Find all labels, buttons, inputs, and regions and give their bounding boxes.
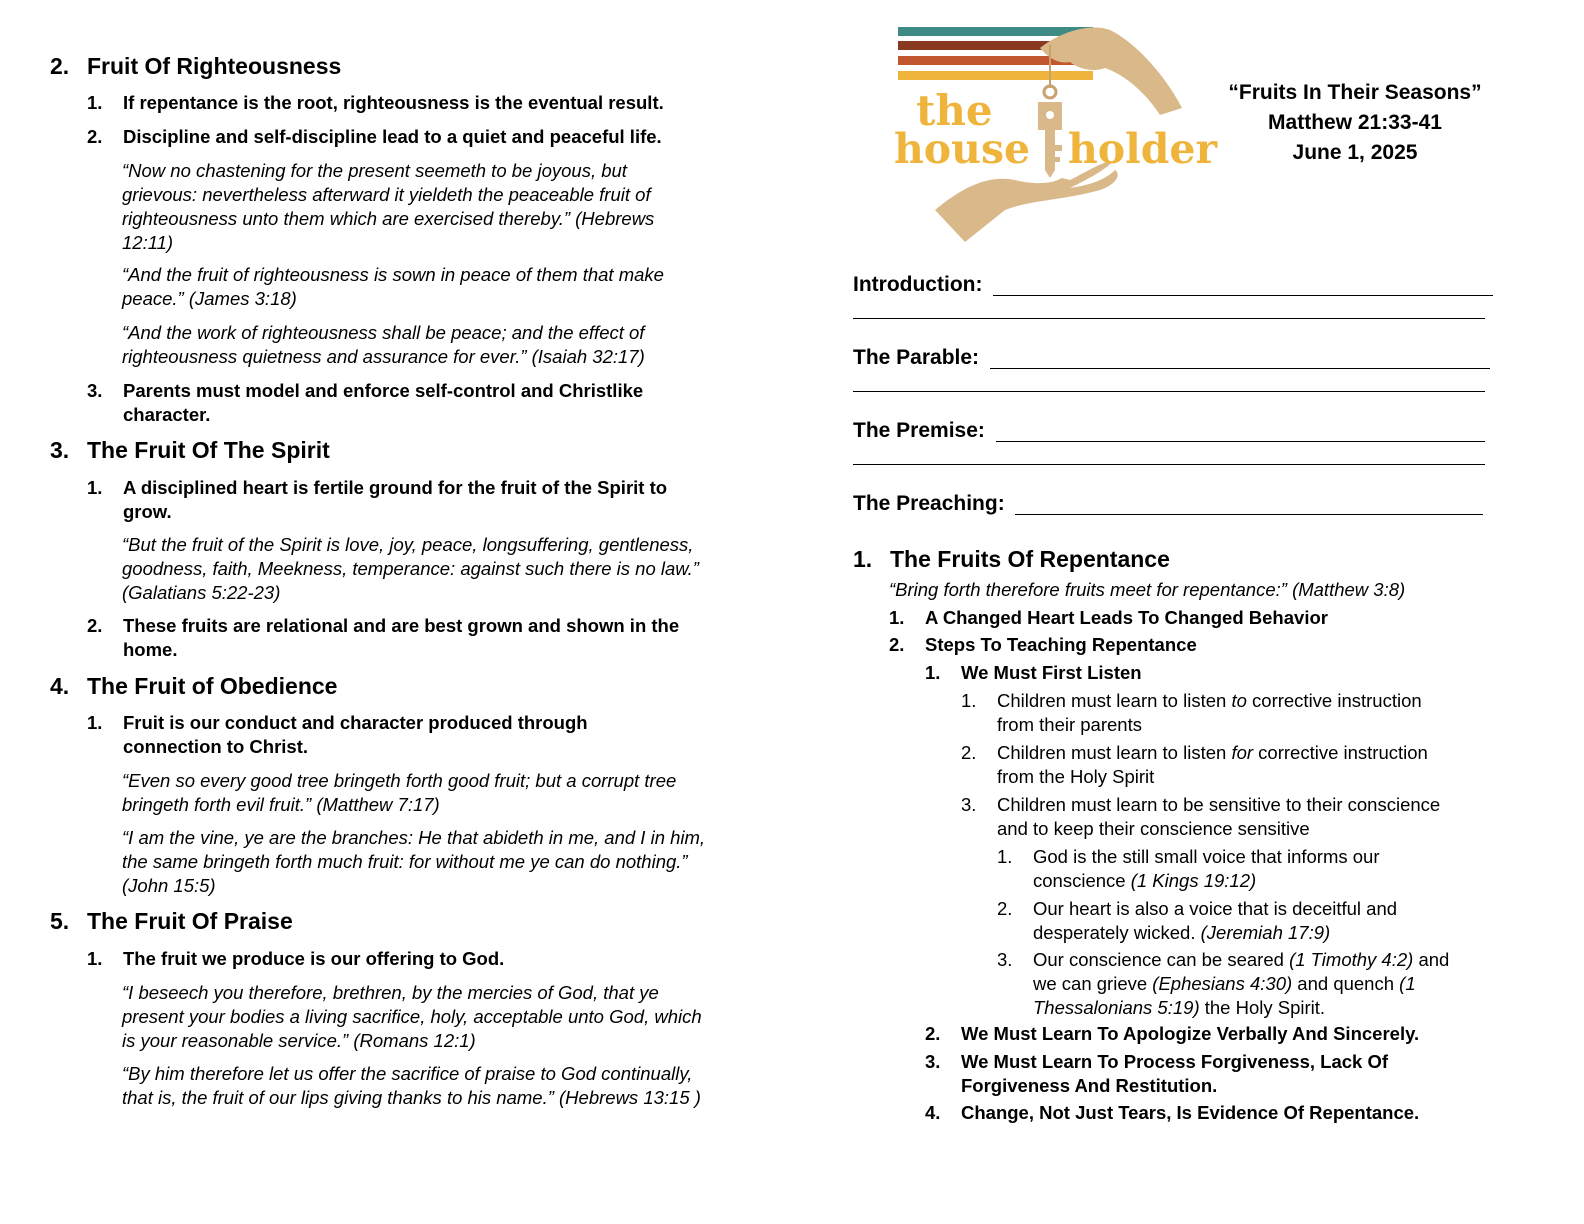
point-number: 1. (87, 948, 103, 969)
scripture-quote: “Even so every good tree bringeth forth good fruit; but a corrupt tree bringeth forth evil fruit.” (Matthew 7:17) (122, 770, 677, 815)
logo-word-the: the (916, 86, 993, 135)
point-item (889, 606, 1489, 630)
list-item (961, 741, 1491, 789)
point-text: Change, Not Just Tears, Is Evidence Of Repentance. (961, 1102, 1420, 1123)
point-number: 2. (925, 1023, 941, 1044)
point-item (87, 614, 727, 662)
list-item (961, 793, 1491, 841)
point-item (87, 711, 727, 759)
section-heading-fruits-of-repentance (853, 546, 1493, 576)
section-number: 2. (50, 53, 70, 79)
section-title: The Fruits Of Repentance (890, 546, 1170, 572)
sub-point-item (925, 1050, 1495, 1098)
point-text: Steps To Teaching Repentance (925, 634, 1197, 655)
point-number: 3. (925, 1051, 941, 1072)
premise-blank[interactable] (996, 441, 1485, 442)
parable-label: The Parable: (853, 346, 980, 369)
sub-point-item (925, 1022, 1495, 1046)
point-number: 1. (87, 92, 103, 113)
scripture-quote: “And the fruit of righteousness is sown in peace of them that make peace.” (James 3:18) (122, 264, 664, 309)
sermon-date: June 1, 2025 (1292, 141, 1418, 164)
point-text: Discipline and self-discipline lead to a quiet and peaceful life. (123, 126, 662, 147)
point-text: A Changed Heart Leads To Changed Behavior (925, 607, 1328, 628)
section-title: The Fruit Of The Spirit (87, 437, 330, 463)
key-teeth-icon (1055, 145, 1062, 162)
nested-list-item (997, 948, 1487, 1020)
section-heading-fruit-of-obedience (50, 673, 730, 703)
point-item (87, 125, 727, 149)
logo-word-holder: holder (1068, 125, 1218, 173)
item-number: 2. (997, 898, 1013, 919)
sub-point-item (925, 1101, 1495, 1125)
point-text: We Must First Listen (961, 662, 1142, 683)
point-number: 3. (87, 380, 103, 401)
point-text: We Must Learn To Apologize Verbally And Sincerely. (961, 1023, 1420, 1044)
scripture-quote: “I am the vine, ye are the branches: He that abideth in me, and I in him, the same bringeth forth much fruit: for without me ye can do nothing.” (John 15:5) (122, 827, 706, 896)
point-number: 2. (889, 634, 905, 655)
item-number: 1. (997, 846, 1013, 867)
item-text: Our heart is also a voice that is deceitful and desperately wicked. (Jeremiah 17:9) (1033, 898, 1398, 943)
item-number: 3. (997, 949, 1013, 970)
section-number: 4. (50, 673, 70, 699)
point-number: 1. (889, 607, 905, 628)
premise-label: The Premise: (853, 419, 985, 442)
item-number: 2. (961, 742, 977, 763)
scripture-quote: “Bring forth therefore fruits meet for repentance:” (Matthew 3:8) (889, 579, 1406, 600)
sermon-header (1210, 78, 1500, 168)
key-blade-icon (1045, 130, 1055, 178)
point-text: A disciplined heart is fertile ground for the fruit of the Spirit to grow. (123, 477, 668, 522)
scripture-quote: “By him therefore let us offer the sacrifice of praise to God continually, that is, the fruit of our lips giving thanks to his name.” (Hebrews 13:15 ) (122, 1063, 701, 1108)
point-text: If repentance is the root, righteousness is the eventual result. (123, 92, 664, 113)
introduction-blank[interactable] (993, 295, 1493, 296)
point-text: The fruit we produce is our offering to God. (123, 948, 505, 969)
section-number: 5. (50, 908, 70, 934)
introduction-blank-line2[interactable] (853, 318, 1485, 319)
point-number: 2. (87, 126, 103, 147)
point-text: Parents must model and enforce self-control and Christlike character. (123, 380, 644, 425)
lower-hand-icon (935, 162, 1118, 242)
the-householder-logo (890, 20, 1230, 245)
point-number: 1. (87, 477, 103, 498)
key-hole-icon (1046, 111, 1054, 119)
parable-blank[interactable] (990, 368, 1490, 369)
point-number: 4. (925, 1102, 941, 1123)
logo-stripe (898, 71, 1093, 80)
item-text: Children must learn to be sensitive to their conscience and to keep their conscience sensitive (997, 794, 1441, 839)
point-text: We Must Learn To Process Forgiveness, Lack Of Forgiveness And Restitution. (961, 1051, 1388, 1096)
scripture-quote: “I beseech you therefore, brethren, by the mercies of God, that ye present your bodies a living sacrifice, holy, acceptable unto God, which is your reasonable service.” (Romans 12:1) (122, 982, 702, 1051)
preaching-blank[interactable] (1015, 514, 1483, 515)
section-number: 3. (50, 437, 70, 463)
item-text: Our conscience can be seared (1 Timothy 4:2) and we can grieve (Ephesians 4:30) and quench (1 Thessalonians 5:19) the Holy Spirit. (1033, 949, 1450, 1018)
item-text: Children must learn to listen to corrective instruction from their parents (997, 690, 1422, 735)
section-title: The Fruit Of Praise (87, 908, 293, 934)
nested-list-item (997, 897, 1487, 945)
section-heading-fruit-of-righteousness (50, 53, 730, 83)
item-number: 1. (961, 690, 977, 711)
sermon-title: “Fruits In Their Seasons” (1228, 81, 1482, 104)
point-item (87, 947, 727, 971)
point-number: 1. (87, 712, 103, 733)
point-number: 2. (87, 615, 103, 636)
point-item (87, 91, 727, 115)
section-number: 1. (853, 546, 873, 572)
point-number: 1. (925, 662, 941, 683)
item-number: 3. (961, 794, 977, 815)
logo-word-house: house (894, 125, 1031, 173)
point-text: These fruits are relational and are best grown and shown in the home. (123, 615, 680, 660)
point-item (87, 476, 727, 524)
nested-list-item (997, 845, 1487, 893)
list-item (961, 689, 1491, 737)
section-heading-fruit-of-the-spirit (50, 437, 730, 467)
logo-graphic (890, 20, 1230, 245)
scripture-quote: “Now no chastening for the present seemeth to be joyous, but grievous: nevertheless afterward it yieldeth the peaceable fruit of righteousness unto them which are exercised thereby.” (Hebrews 12:11) (122, 160, 655, 253)
preaching-label: The Preaching: (853, 492, 1005, 515)
section-title: The Fruit of Obedience (87, 673, 338, 699)
scripture-quote: “And the work of righteousness shall be peace; and the effect of righteousness quietness and assurance for ever.” (Isaiah 32:17) (122, 322, 645, 367)
item-text: God is the still small voice that informs our conscience (1 Kings 19:12) (1033, 846, 1380, 891)
item-text: Children must learn to listen for corrective instruction from the Holy Spirit (997, 742, 1428, 787)
scripture-reference: Matthew 21:33-41 (1268, 111, 1442, 134)
scripture-quote: “But the fruit of the Spirit is love, joy, peace, longsuffering, gentleness, goodness, faith, Meekness, temperance: against such there is no law.” (Galatians 5:22-23) (122, 534, 699, 603)
premise-blank-line2[interactable] (853, 464, 1485, 465)
parable-blank-line2[interactable] (853, 391, 1485, 392)
point-text: Fruit is our conduct and character produced through connection to Christ. (123, 712, 588, 757)
section-heading-fruit-of-praise (50, 908, 730, 938)
section-title: Fruit Of Righteousness (87, 53, 342, 79)
introduction-label: Introduction: (853, 273, 983, 296)
point-item (889, 633, 1489, 657)
point-item (87, 379, 707, 427)
sub-point-item (925, 661, 1485, 685)
